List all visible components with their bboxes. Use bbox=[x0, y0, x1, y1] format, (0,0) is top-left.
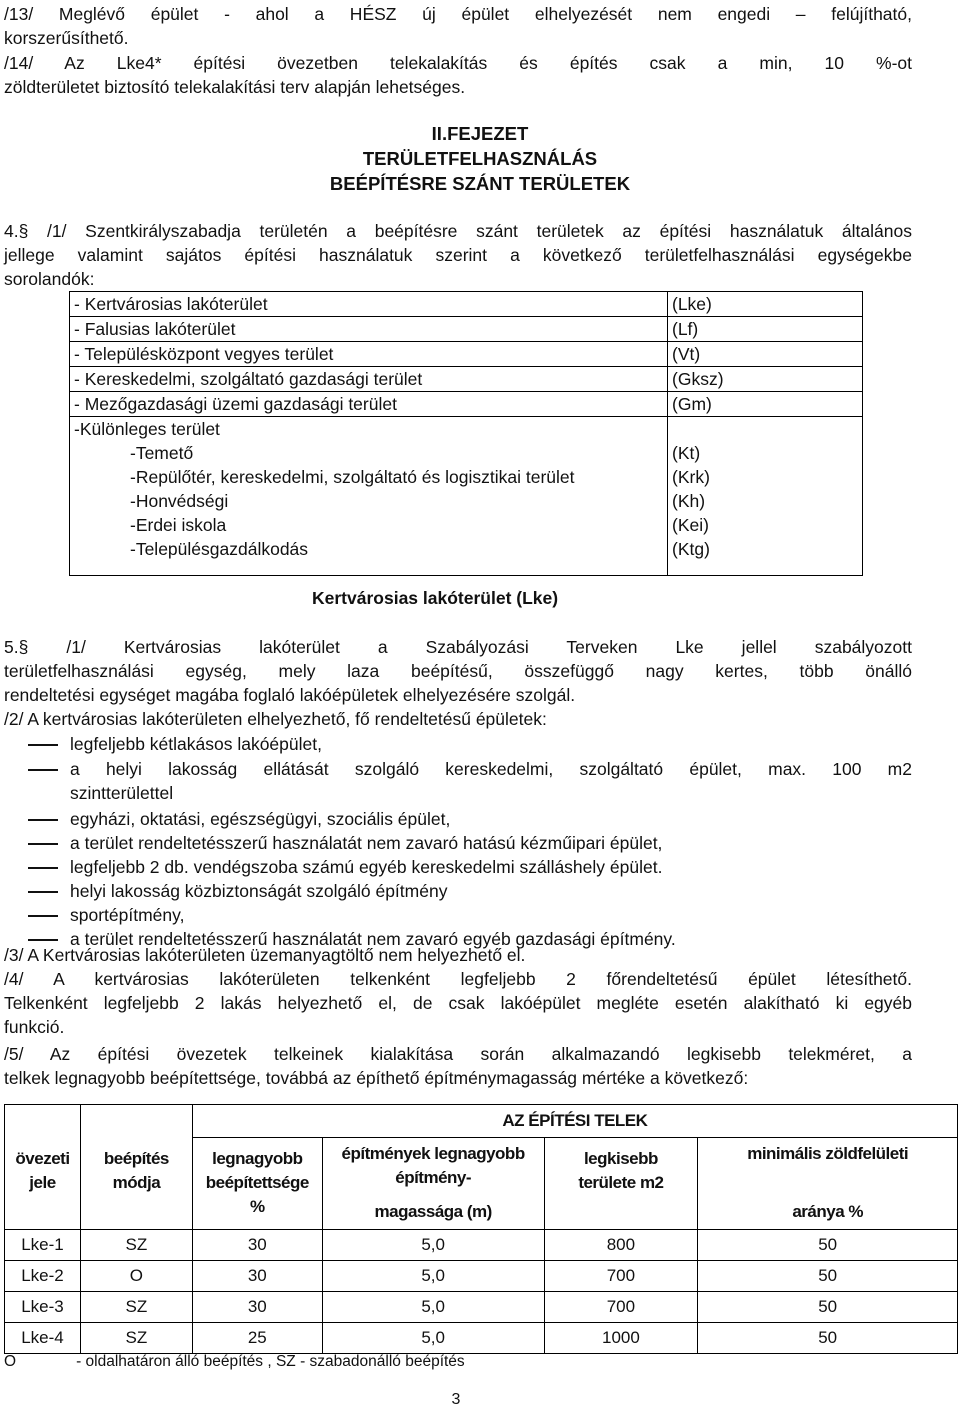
para-14-line1: /14/ Az Lke4* építési övezetben telekalakítás és építés csak a min, 10 %-ot bbox=[4, 53, 912, 73]
table-row: - Mezőgazdasági üzemi gazdasági terület (Gm) bbox=[70, 392, 863, 417]
lke-heading: Kertvárosias lakóterület (Lke) bbox=[312, 588, 559, 608]
section4-line2: jellege valamint sajátos építési használatuk szerint a következő területfelhasználási egységekbe bbox=[4, 245, 912, 265]
section5-para4-line1: /4/ A kertvárosias lakóterületen telkenként legfeljebb 2 főrendeltetésű épület létesíthető. bbox=[4, 969, 912, 989]
chapter-number: II.FEJEZET bbox=[431, 123, 529, 144]
col-header-min-area: legkisebb területe m2 bbox=[544, 1137, 698, 1230]
section5-para5-line2: telkek legnagyobb beépítettsége, továbbá az építhető építménymagasság mértéke a következő: bbox=[4, 1068, 749, 1088]
list-item: legfeljebb kétlakásos lakóépület, bbox=[0, 732, 912, 756]
dash-icon bbox=[28, 939, 58, 941]
list-item: legfeljebb 2 db. vendégszoba számú egyéb kereskedelmi szálláshely épület. bbox=[0, 855, 912, 879]
section4-line1: 4.§ /1/ Szentkirályszabadja területén a beépítésre szánt területek az építési használatuk általános bbox=[4, 221, 912, 241]
dash-icon bbox=[28, 915, 58, 917]
section5-para2: /2/ A kertvárosias lakóterületen elhelyezhető, fő rendeltetésű épületek: bbox=[4, 709, 547, 729]
list-item: egyházi, oktatási, egészségügyi, szociális épület, bbox=[0, 807, 912, 831]
dash-icon bbox=[28, 891, 58, 893]
list-item: a helyi lakosság ellátását szolgáló kereskedelmi, szolgáltató épület, max. 100 m2 szintterülettel bbox=[0, 757, 912, 805]
dash-icon bbox=[28, 843, 58, 845]
table-row: Lke-3 SZ 30 5,0 700 50 bbox=[5, 1292, 958, 1323]
table-row: - Kertvárosias lakóterület (Lke) bbox=[70, 292, 863, 317]
dash-icon bbox=[28, 769, 58, 771]
dash-icon bbox=[28, 819, 58, 821]
col-header-green-ratio: minimális zöldfelületi aránya % bbox=[698, 1137, 958, 1230]
section5-para4-line3: funkció. bbox=[4, 1017, 65, 1037]
section5-para5-line1: /5/ Az építési övezetek telkeinek kialakítása során alkalmazandó legkisebb telekméret, a bbox=[4, 1044, 912, 1064]
chapter-subtitle: BEÉPÍTÉSRE SZÁNT TERÜLETEK bbox=[329, 173, 631, 194]
para-14-line2: zöldterületet biztosító telekalakítási terv alapján lehetséges. bbox=[4, 77, 466, 97]
table-row: Lke-4 SZ 25 5,0 1000 50 bbox=[5, 1323, 958, 1354]
section5-line2: területfelhasználási egység, mely laza beépítésű, összefüggő nagy kertes, több önálló bbox=[4, 661, 912, 681]
col-header-building-mode: beépítés módja bbox=[80, 1137, 192, 1230]
list-item: sportépítmény, bbox=[0, 903, 912, 927]
section5-line1: 5.§ /1/ Kertvárosias lakóterület a Szabályozási Terveken Lke jellel szabályozott bbox=[4, 637, 912, 657]
para-13-line2: korszerűsíthető. bbox=[4, 28, 129, 48]
section5-para3: /3/ A Kertvárosias lakóterületen üzemanyagtöltő nem helyezhető el. bbox=[4, 945, 526, 965]
list-item: a terület rendeltetésszerű használatát nem zavaró hatású kézműipari épület, bbox=[0, 831, 912, 855]
table-row: - Településközpont vegyes terület (Vt) bbox=[70, 342, 863, 367]
section4-line3: sorolandók: bbox=[4, 269, 95, 289]
table-title: AZ ÉPÍTÉSI TELEK bbox=[192, 1105, 957, 1138]
dash-icon bbox=[28, 744, 58, 746]
section5-line3: rendeltetési egységet magába foglaló lakóépületek elhelyezésére szolgál. bbox=[4, 685, 576, 705]
table-footnote: O - oldalhatáron álló beépítés , SZ - szabadonálló beépítés bbox=[4, 1353, 465, 1370]
table-row: Lke-2 O 30 5,0 700 50 bbox=[5, 1261, 958, 1292]
landuse-table bbox=[69, 291, 863, 576]
building-types-list bbox=[0, 732, 912, 951]
list-item: helyi lakosság közbiztonságát szolgáló építmény bbox=[0, 879, 912, 903]
col-header-max-height: építmények legnagyobb építmény- magassága (m) bbox=[322, 1137, 544, 1230]
col-header-max-coverage: legnagyobb beépítettsége % bbox=[192, 1137, 322, 1230]
special-title: -Különleges terület bbox=[74, 419, 220, 439]
list-item: a terület rendeltetésszerű használatát nem zavaró egyéb gazdasági építmény. bbox=[0, 927, 912, 951]
chapter-title: TERÜLETFELHASZNÁLÁS bbox=[362, 148, 598, 169]
col-header-zone: övezeti jele bbox=[5, 1137, 81, 1230]
building-plot-table bbox=[4, 1104, 958, 1354]
table-row: - Falusias lakóterület (Lf) bbox=[70, 317, 863, 342]
section5-para4-line2: Telkenként legfeljebb 2 lakás helyezhető el, de csak lakóépület megléte esetén alakítható ki egyéb bbox=[4, 993, 912, 1013]
dash-icon bbox=[28, 867, 58, 869]
para-13-line1: /13/ Meglévő épület - ahol a HÉSZ új épület elhelyezését nem engedi – felújítható, bbox=[4, 4, 912, 24]
table-row: -Különleges terület -Temető -Repülőtér, kereskedelmi, szolgáltató és logisztikai terület -Honvédségi -Erdei iskola -Településgazdálkodás (Kt) (Krk) (Kh) (Kei) (Ktg) bbox=[70, 417, 863, 576]
table-row: Lke-1 SZ 30 5,0 800 50 bbox=[5, 1230, 958, 1261]
table-row: - Kereskedelmi, szolgáltató gazdasági terület (Gksz) bbox=[70, 367, 863, 392]
page-number: 3 bbox=[451, 1391, 461, 1408]
